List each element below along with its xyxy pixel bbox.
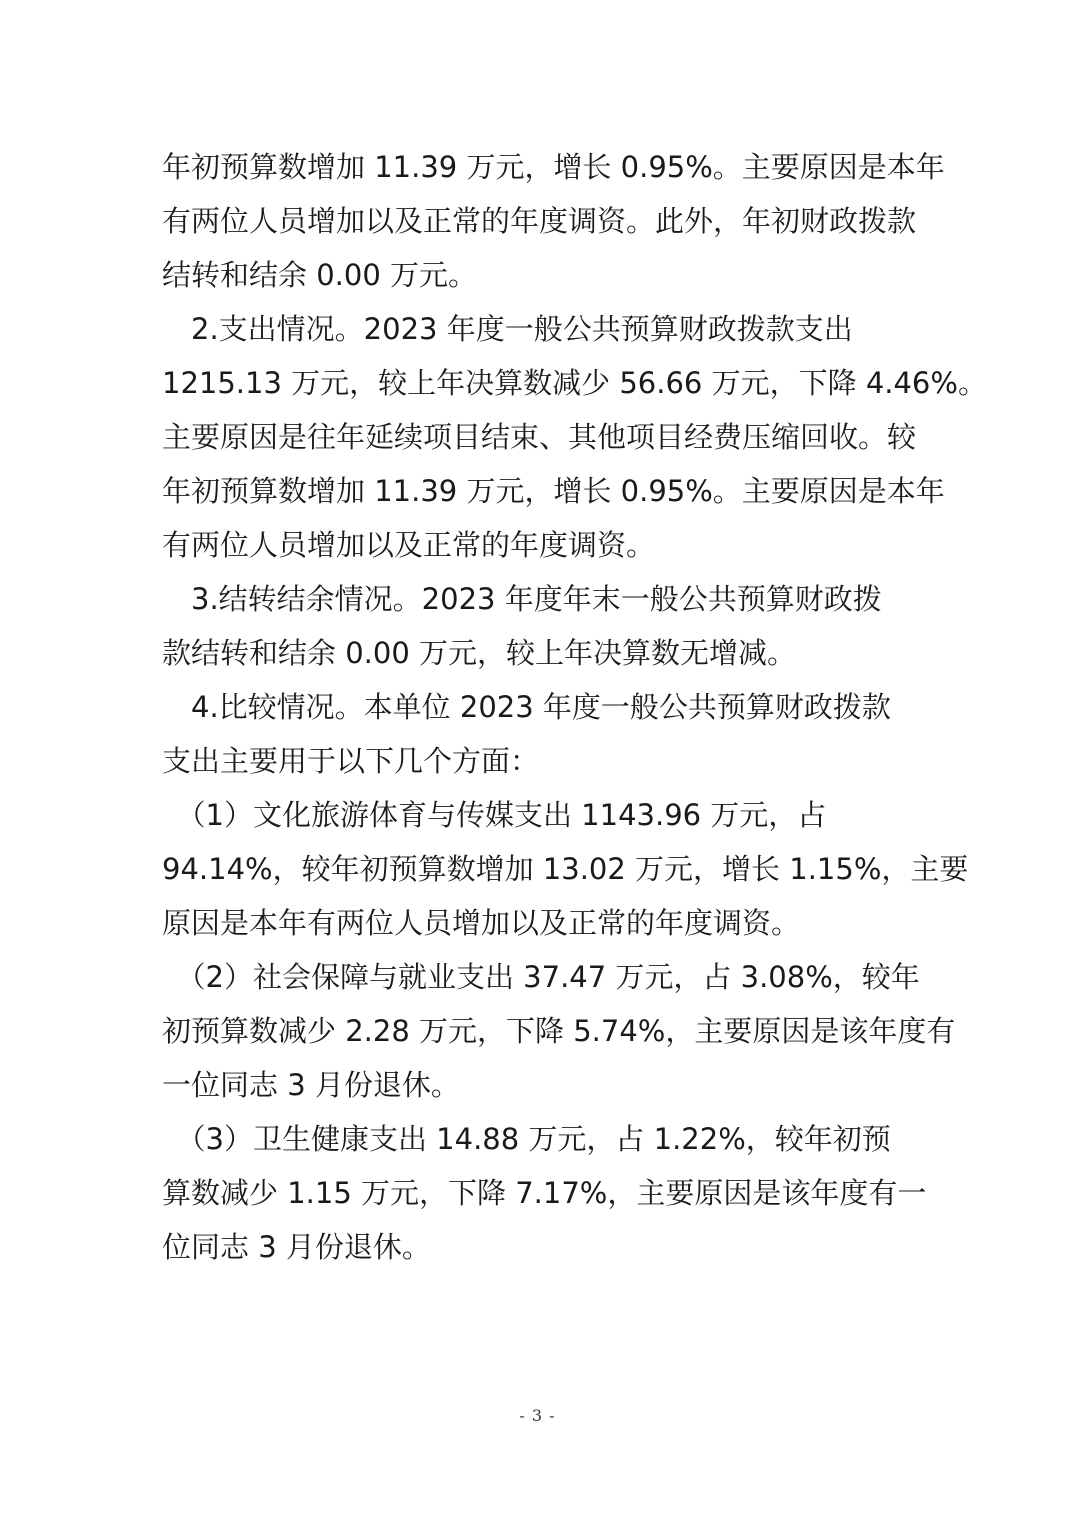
text-line: 一位同志 3 月份退休。 xyxy=(162,1068,460,1102)
text-line: 1215.13 万元，较上年决算数减少 56.66 万元，下降 4.46%。 xyxy=(162,366,987,400)
text-line: 4.比较情况。本单位 2023 年度一般公共预算财政拨款 xyxy=(162,690,891,724)
text-line: 2.支出情况。2023 年度一般公共预算财政拨款支出 xyxy=(162,312,853,346)
text-line: 原因是本年有两位人员增加以及正常的年度调资。 xyxy=(162,906,801,940)
text-line: 算数减少 1.15 万元，下降 7.17%，主要原因是该年度有一 xyxy=(162,1176,927,1210)
text-line: 主要原因是往年延续项目结束、其他项目经费压缩回收。较 xyxy=(162,420,917,454)
text-line: （1）文化旅游体育与传媒支出 1143.96 万元，占 xyxy=(162,798,827,832)
text-line: （2）社会保障与就业支出 37.47 万元，占 3.08%，较年 xyxy=(162,960,920,994)
text-line: 初预算数减少 2.28 万元，下降 5.74%，主要原因是该年度有 xyxy=(162,1014,956,1048)
text-line: 3.结转结余情况。2023 年度年末一般公共预算财政拨 xyxy=(162,582,882,616)
text-line: 有两位人员增加以及正常的年度调资。此外，年初财政拨款 xyxy=(162,204,917,238)
text-line: 94.14%，较年初预算数增加 13.02 万元，增长 1.15%，主要 xyxy=(162,852,969,886)
text-line: 位同志 3 月份退休。 xyxy=(162,1230,431,1264)
page-number: - 3 - xyxy=(519,1406,556,1425)
body-text xyxy=(162,140,987,1274)
text-line: 款结转和结余 0.00 万元，较上年决算数无增减。 xyxy=(162,636,797,670)
text-line: 结转和结余 0.00 万元。 xyxy=(162,258,478,292)
text-line: 有两位人员增加以及正常的年度调资。 xyxy=(162,528,656,562)
text-line: 年初预算数增加 11.39 万元，增长 0.95%。主要原因是本年 xyxy=(162,150,945,184)
text-line: 支出主要用于以下几个方面： xyxy=(162,744,540,778)
text-line: 年初预算数增加 11.39 万元，增长 0.95%。主要原因是本年 xyxy=(162,474,945,508)
text-line: （3）卫生健康支出 14.88 万元，占 1.22%，较年初预 xyxy=(162,1122,891,1156)
